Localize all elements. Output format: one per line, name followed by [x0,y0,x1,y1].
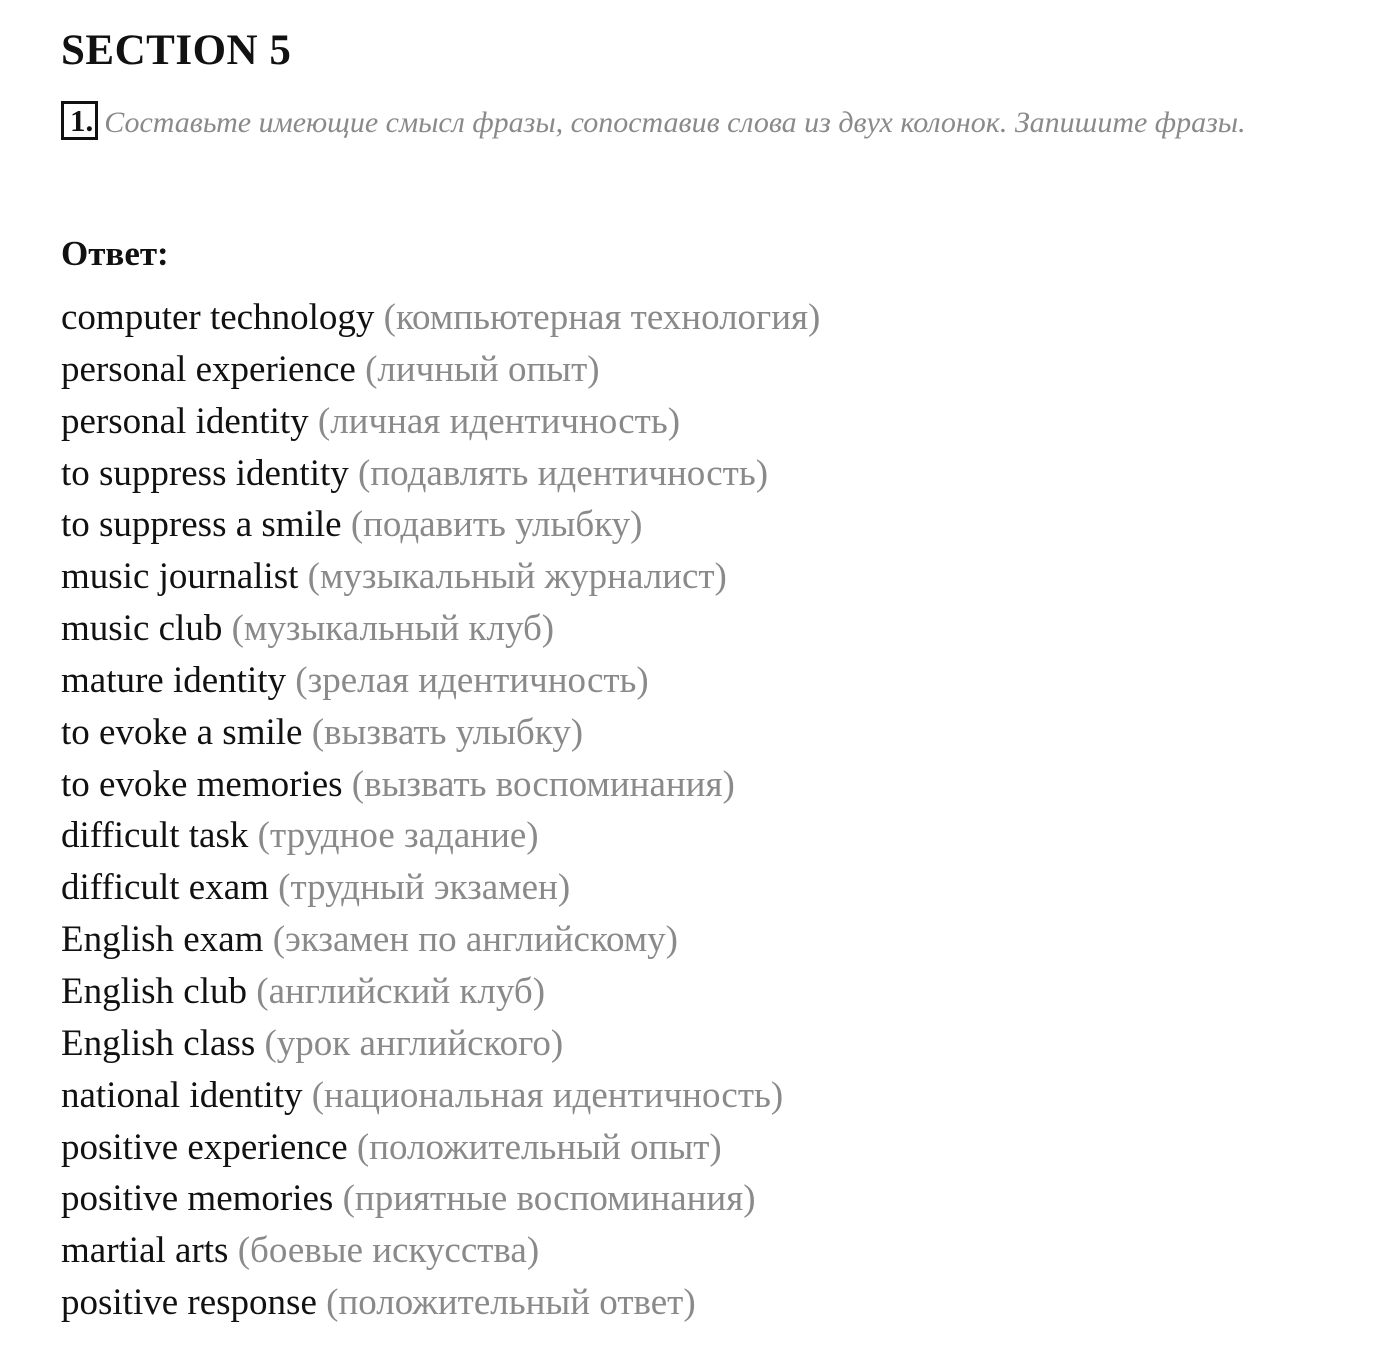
answer-row [61,759,820,811]
answer-phrase: English club [61,970,248,1012]
answer-translation: (музыкальный клуб) [231,608,555,650]
answer-row [61,603,820,655]
answer-row [61,655,820,707]
answer-phrase: English class [61,1022,256,1064]
answer-phrase: difficult exam [61,867,269,909]
answer-phrase: positive memories [61,1178,334,1220]
answer-translation: (положительный опыт) [356,1126,722,1168]
answer-row [61,448,820,500]
answer-row [61,344,820,396]
answer-row [61,1277,820,1329]
answer-row [61,551,820,603]
answer-phrase: difficult task [61,815,249,857]
answer-row [61,810,820,862]
answer-phrase: positive experience [61,1126,348,1168]
answer-row [61,914,820,966]
answer-translation: (национальная идентичность) [311,1074,784,1116]
answer-row [61,1122,820,1174]
answer-phrase: music club [61,608,223,650]
answer-row [61,499,820,551]
answer-translation: (трудный экзамен) [278,867,571,909]
answer-translation: (положительный ответ) [326,1282,696,1324]
answer-list [61,292,820,1329]
answer-translation: (личный опыт) [365,348,600,390]
answer-row [61,1070,820,1122]
answer-phrase: martial arts [61,1230,229,1272]
answer-translation: (экзамен по английскому) [272,919,678,961]
answer-row [61,396,820,448]
answer-translation: (компьютерная технология) [383,297,821,338]
answer-row [61,862,820,914]
answer-phrase: computer technology [61,297,375,338]
answer-phrase: music journalist [61,556,299,598]
answer-translation: (вызвать улыбку) [311,711,584,753]
task-instruction-text: Составьте имеющие смысл фразы, сопоставив слова из двух колонок. Запишите фразы. [104,106,1246,139]
answer-phrase: mature identity [61,659,287,701]
answer-row [61,966,820,1018]
answer-row [61,1018,820,1070]
answer-label: Ответ: [61,234,169,273]
answer-phrase: positive response [61,1282,317,1324]
answer-translation: (приятные воспоминания) [342,1178,756,1220]
answer-phrase: personal identity [61,400,309,442]
answer-translation: (урок английского) [264,1022,564,1064]
task-instruction-block [61,101,1321,143]
answer-phrase: to suppress a smile [61,504,342,546]
answer-translation: (вызвать воспоминания) [351,763,735,805]
answer-translation: (музыкальный журналист) [307,556,727,598]
answer-phrase: English exam [61,919,264,961]
answer-row [61,707,820,759]
answer-phrase: national identity [61,1074,303,1116]
answer-translation: (английский клуб) [256,970,546,1012]
answer-phrase: to evoke a smile [61,711,303,753]
answer-translation: (трудное задание) [257,815,539,857]
answer-row [61,1225,820,1277]
section-title: SECTION 5 [61,27,292,74]
answer-phrase: to evoke memories [61,763,343,805]
answer-row [61,1173,820,1225]
answer-row [61,292,820,344]
answer-translation: (боевые искусства) [237,1230,540,1272]
answer-phrase: to suppress identity [61,452,349,494]
answer-translation: (зрелая идентичность) [295,659,649,701]
answer-translation: (личная идентичность) [317,400,681,442]
task-number-badge: 1. [61,101,98,140]
answer-phrase: personal experience [61,348,356,390]
answer-translation: (подавлять идентичность) [358,452,769,494]
answer-translation: (подавить улыбку) [350,504,643,546]
